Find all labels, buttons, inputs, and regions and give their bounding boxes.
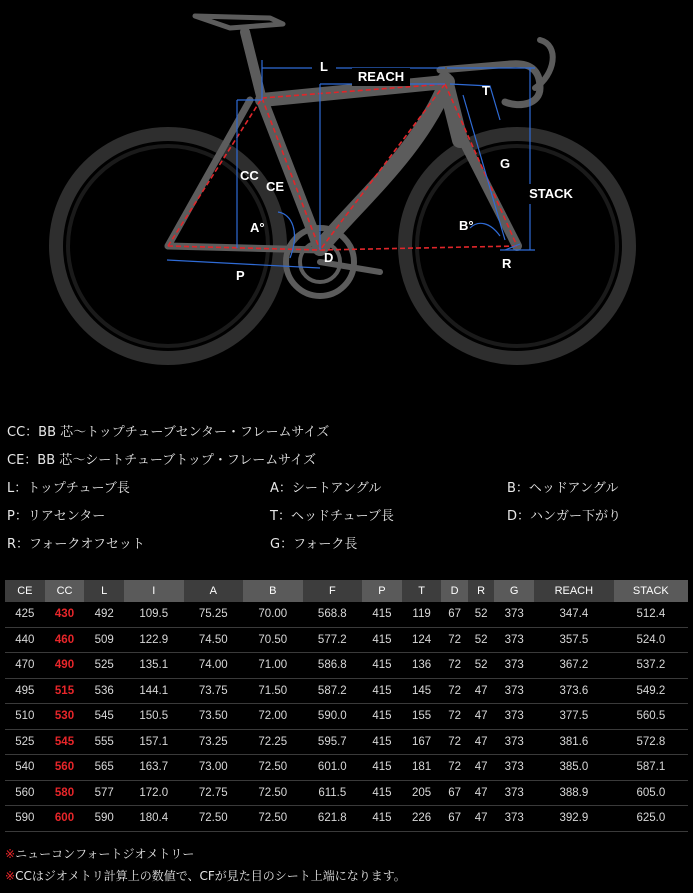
label-L: L bbox=[320, 59, 328, 74]
col-d: D bbox=[441, 580, 467, 602]
legend-t: T：ヘッドチューブ長 bbox=[270, 509, 394, 524]
table-cell-i: 109.5 bbox=[124, 602, 184, 627]
col-cc: CC bbox=[45, 580, 85, 602]
table-cell-ce: 560 bbox=[5, 780, 45, 806]
table-cell-cc: 560 bbox=[45, 755, 85, 781]
table-cell-stack: 524.0 bbox=[614, 627, 688, 653]
table-cell-b: 70.00 bbox=[243, 602, 303, 627]
table-cell-t: 205 bbox=[402, 780, 442, 806]
legend-cc: CC：BB 芯～トップチューブセンター・フレームサイズ bbox=[7, 425, 330, 440]
legend-l: L：トップチューブ長 bbox=[7, 481, 130, 496]
table-cell-p: 415 bbox=[362, 602, 402, 627]
note-mark: ※ bbox=[5, 869, 16, 883]
table-cell-cc: 600 bbox=[45, 806, 85, 832]
table-cell-t: 119 bbox=[402, 602, 442, 627]
legend-a: A：シートアングル bbox=[270, 481, 382, 496]
table-cell-g: 373 bbox=[494, 755, 534, 781]
table-cell-cc: 545 bbox=[45, 729, 85, 755]
table-cell-l: 536 bbox=[84, 678, 124, 704]
table-cell-d: 72 bbox=[441, 653, 467, 679]
table-cell-ce: 510 bbox=[5, 704, 45, 730]
table-row bbox=[5, 780, 688, 806]
table-cell-l: 545 bbox=[84, 704, 124, 730]
table-cell-cc: 460 bbox=[45, 627, 85, 653]
table-cell-t: 145 bbox=[402, 678, 442, 704]
table-cell-b: 70.50 bbox=[243, 627, 303, 653]
col-ce: CE bbox=[5, 580, 45, 602]
geometry-table bbox=[5, 580, 688, 832]
table-cell-f: 568.8 bbox=[303, 602, 363, 627]
table-cell-reach: 373.6 bbox=[534, 678, 614, 704]
col-t: T bbox=[402, 580, 442, 602]
table-cell-g: 373 bbox=[494, 729, 534, 755]
table-cell-a: 73.00 bbox=[184, 755, 244, 781]
table-row bbox=[5, 755, 688, 781]
table-cell-g: 373 bbox=[494, 678, 534, 704]
legend-row bbox=[7, 507, 687, 535]
table-cell-stack: 512.4 bbox=[614, 602, 688, 627]
table-cell-ce: 590 bbox=[5, 806, 45, 832]
table-cell-d: 72 bbox=[441, 729, 467, 755]
table-cell-ce: 425 bbox=[5, 602, 45, 627]
table-cell-p: 415 bbox=[362, 704, 402, 730]
note-mark: ※ bbox=[5, 847, 16, 861]
table-header-row bbox=[5, 580, 688, 602]
table-cell-d: 67 bbox=[441, 806, 467, 832]
table-cell-a: 75.25 bbox=[184, 602, 244, 627]
legend-b: B：ヘッドアングル bbox=[507, 481, 619, 496]
col-a: A bbox=[184, 580, 244, 602]
table-cell-g: 373 bbox=[494, 704, 534, 730]
note-text: ニューコンフォートジオメトリー bbox=[15, 847, 195, 861]
legend-ce: CE：BB 芯～シートチューブトップ・フレームサイズ bbox=[7, 453, 317, 468]
table-cell-d: 72 bbox=[441, 627, 467, 653]
table-cell-ce: 540 bbox=[5, 755, 45, 781]
table-cell-a: 72.75 bbox=[184, 780, 244, 806]
table-cell-d: 67 bbox=[441, 780, 467, 806]
table-cell-cc: 515 bbox=[45, 678, 85, 704]
table-cell-a: 74.00 bbox=[184, 653, 244, 679]
table-cell-l: 555 bbox=[84, 729, 124, 755]
table-cell-stack: 537.2 bbox=[614, 653, 688, 679]
col-f: F bbox=[303, 580, 363, 602]
table-cell-a: 73.25 bbox=[184, 729, 244, 755]
table-cell-reach: 377.5 bbox=[534, 704, 614, 730]
table-cell-cc: 430 bbox=[45, 602, 85, 627]
col-i: I bbox=[124, 580, 184, 602]
label-stack: STACK bbox=[529, 186, 573, 201]
table-cell-p: 415 bbox=[362, 627, 402, 653]
table-cell-t: 124 bbox=[402, 627, 442, 653]
table-cell-r: 52 bbox=[468, 602, 494, 627]
col-l: L bbox=[84, 580, 124, 602]
table-cell-d: 72 bbox=[441, 704, 467, 730]
table-cell-p: 415 bbox=[362, 806, 402, 832]
label-CC: CC bbox=[240, 168, 259, 183]
table-row bbox=[5, 602, 688, 627]
table-cell-i: 122.9 bbox=[124, 627, 184, 653]
table-body bbox=[5, 602, 688, 831]
table-cell-f: 577.2 bbox=[303, 627, 363, 653]
table-cell-r: 47 bbox=[468, 806, 494, 832]
table-cell-l: 492 bbox=[84, 602, 124, 627]
table-cell-b: 72.50 bbox=[243, 780, 303, 806]
table-cell-f: 587.2 bbox=[303, 678, 363, 704]
table-cell-p: 415 bbox=[362, 755, 402, 781]
table-cell-a: 73.75 bbox=[184, 678, 244, 704]
label-P: P bbox=[236, 268, 245, 283]
table-cell-a: 72.50 bbox=[184, 806, 244, 832]
table-cell-a: 73.50 bbox=[184, 704, 244, 730]
table-cell-stack: 625.0 bbox=[614, 806, 688, 832]
col-stack: STACK bbox=[614, 580, 688, 602]
table-cell-i: 157.1 bbox=[124, 729, 184, 755]
table-cell-reach: 385.0 bbox=[534, 755, 614, 781]
legend-row bbox=[7, 423, 687, 451]
table-cell-d: 72 bbox=[441, 755, 467, 781]
geometry-legend bbox=[7, 423, 687, 563]
footnote-2 bbox=[5, 865, 406, 887]
table-cell-r: 47 bbox=[468, 678, 494, 704]
table-cell-t: 181 bbox=[402, 755, 442, 781]
table-cell-stack: 572.8 bbox=[614, 729, 688, 755]
table-cell-t: 136 bbox=[402, 653, 442, 679]
table-cell-l: 565 bbox=[84, 755, 124, 781]
table-cell-p: 415 bbox=[362, 678, 402, 704]
table-cell-g: 373 bbox=[494, 653, 534, 679]
table-cell-reach: 381.6 bbox=[534, 729, 614, 755]
table-cell-g: 373 bbox=[494, 602, 534, 627]
table-cell-cc: 490 bbox=[45, 653, 85, 679]
table-cell-b: 72.50 bbox=[243, 755, 303, 781]
table-cell-stack: 587.1 bbox=[614, 755, 688, 781]
table-cell-reach: 367.2 bbox=[534, 653, 614, 679]
table-cell-b: 71.50 bbox=[243, 678, 303, 704]
table-cell-t: 226 bbox=[402, 806, 442, 832]
table-cell-i: 150.5 bbox=[124, 704, 184, 730]
col-r: R bbox=[468, 580, 494, 602]
table-cell-d: 67 bbox=[441, 602, 467, 627]
table-cell-f: 590.0 bbox=[303, 704, 363, 730]
legend-p: P：リアセンター bbox=[7, 509, 106, 524]
table-row bbox=[5, 678, 688, 704]
col-g: G bbox=[494, 580, 534, 602]
geometry-diagram bbox=[0, 0, 693, 400]
table-cell-l: 509 bbox=[84, 627, 124, 653]
table-cell-b: 72.00 bbox=[243, 704, 303, 730]
table-cell-b: 71.00 bbox=[243, 653, 303, 679]
table-cell-ce: 470 bbox=[5, 653, 45, 679]
table-cell-reach: 392.9 bbox=[534, 806, 614, 832]
table-cell-i: 144.1 bbox=[124, 678, 184, 704]
table-cell-r: 47 bbox=[468, 755, 494, 781]
table-row bbox=[5, 806, 688, 832]
table-cell-b: 72.50 bbox=[243, 806, 303, 832]
label-D: D bbox=[324, 250, 334, 265]
table-cell-ce: 525 bbox=[5, 729, 45, 755]
table-cell-cc: 580 bbox=[45, 780, 85, 806]
table-cell-b: 72.25 bbox=[243, 729, 303, 755]
table-cell-t: 167 bbox=[402, 729, 442, 755]
table-cell-ce: 440 bbox=[5, 627, 45, 653]
table-cell-stack: 560.5 bbox=[614, 704, 688, 730]
table-cell-l: 590 bbox=[84, 806, 124, 832]
footnote-1 bbox=[5, 843, 406, 865]
table-cell-i: 172.0 bbox=[124, 780, 184, 806]
table-cell-l: 577 bbox=[84, 780, 124, 806]
footnotes bbox=[5, 843, 406, 887]
col-p: P bbox=[362, 580, 402, 602]
table-cell-g: 373 bbox=[494, 627, 534, 653]
label-reach: REACH bbox=[357, 69, 405, 84]
table-cell-stack: 605.0 bbox=[614, 780, 688, 806]
label-R: R bbox=[502, 256, 512, 271]
table-cell-r: 52 bbox=[468, 627, 494, 653]
note-text: CCはジオメトリ計算上の数値で、CFが見た目のシート上端になります。 bbox=[15, 869, 406, 883]
table-cell-r: 47 bbox=[468, 780, 494, 806]
table-cell-r: 52 bbox=[468, 653, 494, 679]
legend-row bbox=[7, 479, 687, 507]
table-cell-f: 586.8 bbox=[303, 653, 363, 679]
label-G: G bbox=[500, 156, 511, 171]
table-cell-f: 621.8 bbox=[303, 806, 363, 832]
table-cell-i: 163.7 bbox=[124, 755, 184, 781]
legend-row bbox=[7, 535, 687, 563]
legend-r: R：フォークオフセット bbox=[7, 537, 145, 552]
label-T: T bbox=[482, 83, 490, 98]
label-CE: CE bbox=[266, 179, 285, 194]
table-cell-g: 373 bbox=[494, 780, 534, 806]
table-cell-r: 47 bbox=[468, 729, 494, 755]
table-cell-p: 415 bbox=[362, 780, 402, 806]
col-b: B bbox=[243, 580, 303, 602]
table-row bbox=[5, 653, 688, 679]
table-cell-p: 415 bbox=[362, 653, 402, 679]
legend-g: G：フォーク長 bbox=[270, 537, 358, 552]
table-cell-g: 373 bbox=[494, 806, 534, 832]
table-cell-stack: 549.2 bbox=[614, 678, 688, 704]
label-B: B° bbox=[459, 218, 474, 233]
table-cell-r: 47 bbox=[468, 704, 494, 730]
table-row bbox=[5, 704, 688, 730]
legend-row bbox=[7, 451, 687, 479]
table-cell-reach: 347.4 bbox=[534, 602, 614, 627]
table-cell-f: 601.0 bbox=[303, 755, 363, 781]
table-cell-reach: 388.9 bbox=[534, 780, 614, 806]
table-cell-cc: 530 bbox=[45, 704, 85, 730]
table-cell-t: 155 bbox=[402, 704, 442, 730]
table-cell-i: 135.1 bbox=[124, 653, 184, 679]
table-cell-p: 415 bbox=[362, 729, 402, 755]
table-cell-ce: 495 bbox=[5, 678, 45, 704]
col-reach: REACH bbox=[534, 580, 614, 602]
table-cell-reach: 357.5 bbox=[534, 627, 614, 653]
table-cell-i: 180.4 bbox=[124, 806, 184, 832]
table-cell-f: 595.7 bbox=[303, 729, 363, 755]
table-cell-l: 525 bbox=[84, 653, 124, 679]
table-cell-f: 611.5 bbox=[303, 780, 363, 806]
table-row bbox=[5, 729, 688, 755]
label-A: A° bbox=[250, 220, 265, 235]
table-cell-a: 74.50 bbox=[184, 627, 244, 653]
legend-d: D：ハンガー下がり bbox=[507, 509, 622, 524]
table-cell-d: 72 bbox=[441, 678, 467, 704]
table-row bbox=[5, 627, 688, 653]
